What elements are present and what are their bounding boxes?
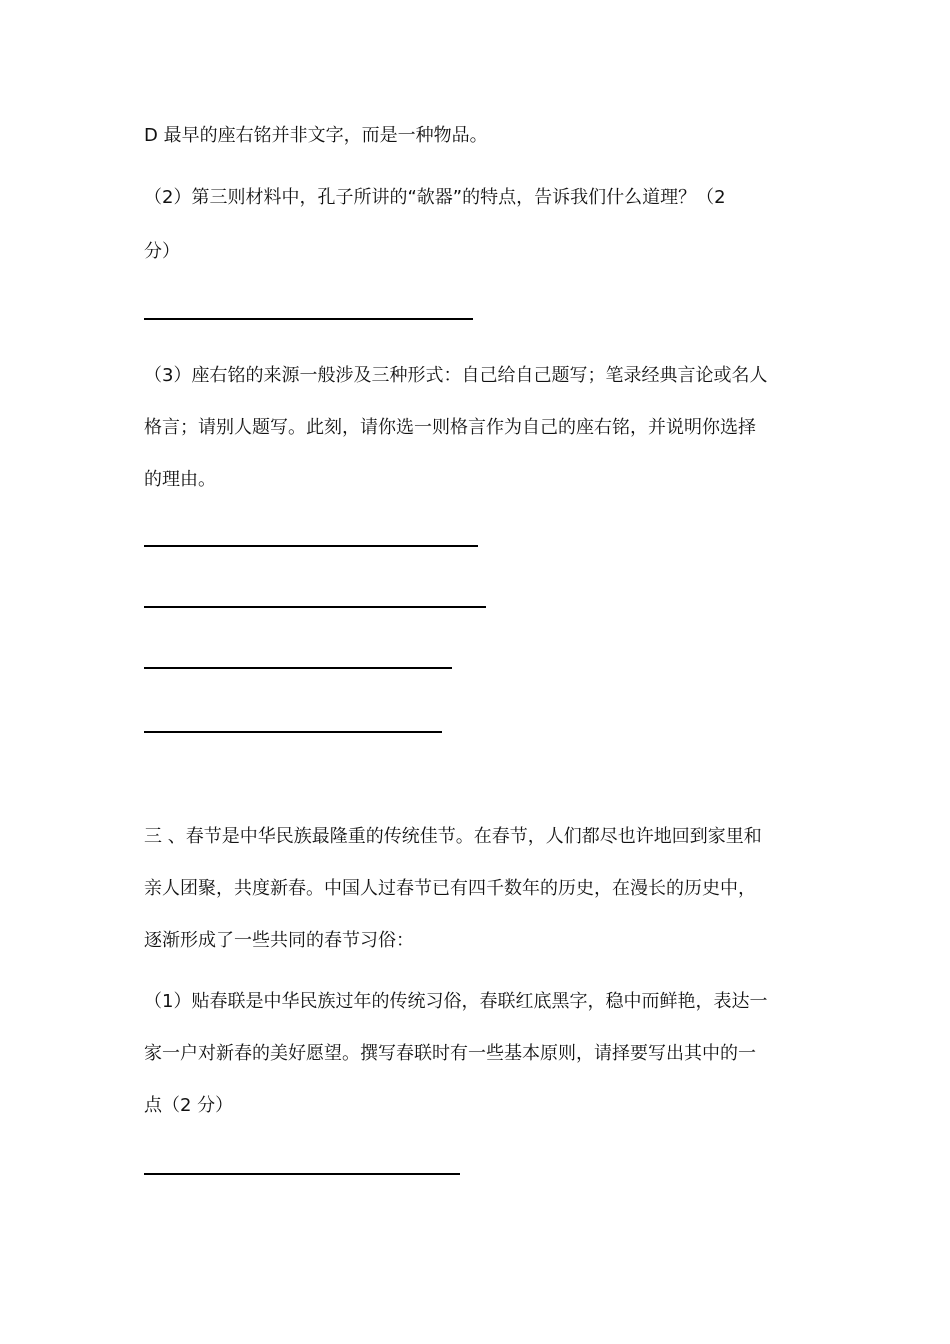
- section-3-intro-line-2: 亲人团聚，共度新春。中国人过春节已有四千数年的历史，在漫长的历史中，: [144, 878, 756, 899]
- answer-line-q3-2[interactable]: [144, 606, 486, 608]
- question-2-text-line-1: （2）第三则材料中，孔子所讲的“欹器”的特点，告诉我们什么道理？（2: [144, 187, 726, 208]
- section-3-intro-line-1: 三 、春节是中华民族最隆重的传统佳节。在春节，人们都尽也许地回到家里和: [144, 826, 762, 847]
- answer-line-s3-q1[interactable]: [144, 1173, 460, 1175]
- question-2-text-line-2: 分）: [144, 241, 180, 262]
- section-3-question-1-line-2: 家一户对新春的美好愿望。撰写春联时有一些基本原则，请择要写出其中的一: [144, 1043, 756, 1064]
- question-3-text-line-1: （3）座右铭的来源一般涉及三种形式：自己给自己题写；笔录经典言论或名人: [144, 365, 768, 386]
- answer-line-q3-3[interactable]: [144, 667, 452, 669]
- section-3-intro-line-3: 逐渐形成了一些共同的春节习俗：: [144, 930, 414, 951]
- question-3-text-line-3: 的理由。: [144, 469, 216, 490]
- section-3-question-1-line-3: 点（2 分）: [144, 1095, 234, 1116]
- answer-line-q2[interactable]: [144, 318, 473, 320]
- answer-line-q3-1[interactable]: [144, 545, 478, 547]
- option-d-text: D 最早的座右铭并非文字，而是一种物品。: [144, 125, 488, 146]
- answer-line-q3-4[interactable]: [144, 731, 442, 733]
- section-3-question-1-line-1: （1）贴春联是中华民族过年的传统习俗，春联红底黑字，稳中而鲜艳，表达一: [144, 991, 768, 1012]
- question-3-text-line-2: 格言；请别人题写。此刻，请你选一则格言作为自己的座右铭，并说明你选择: [144, 417, 756, 438]
